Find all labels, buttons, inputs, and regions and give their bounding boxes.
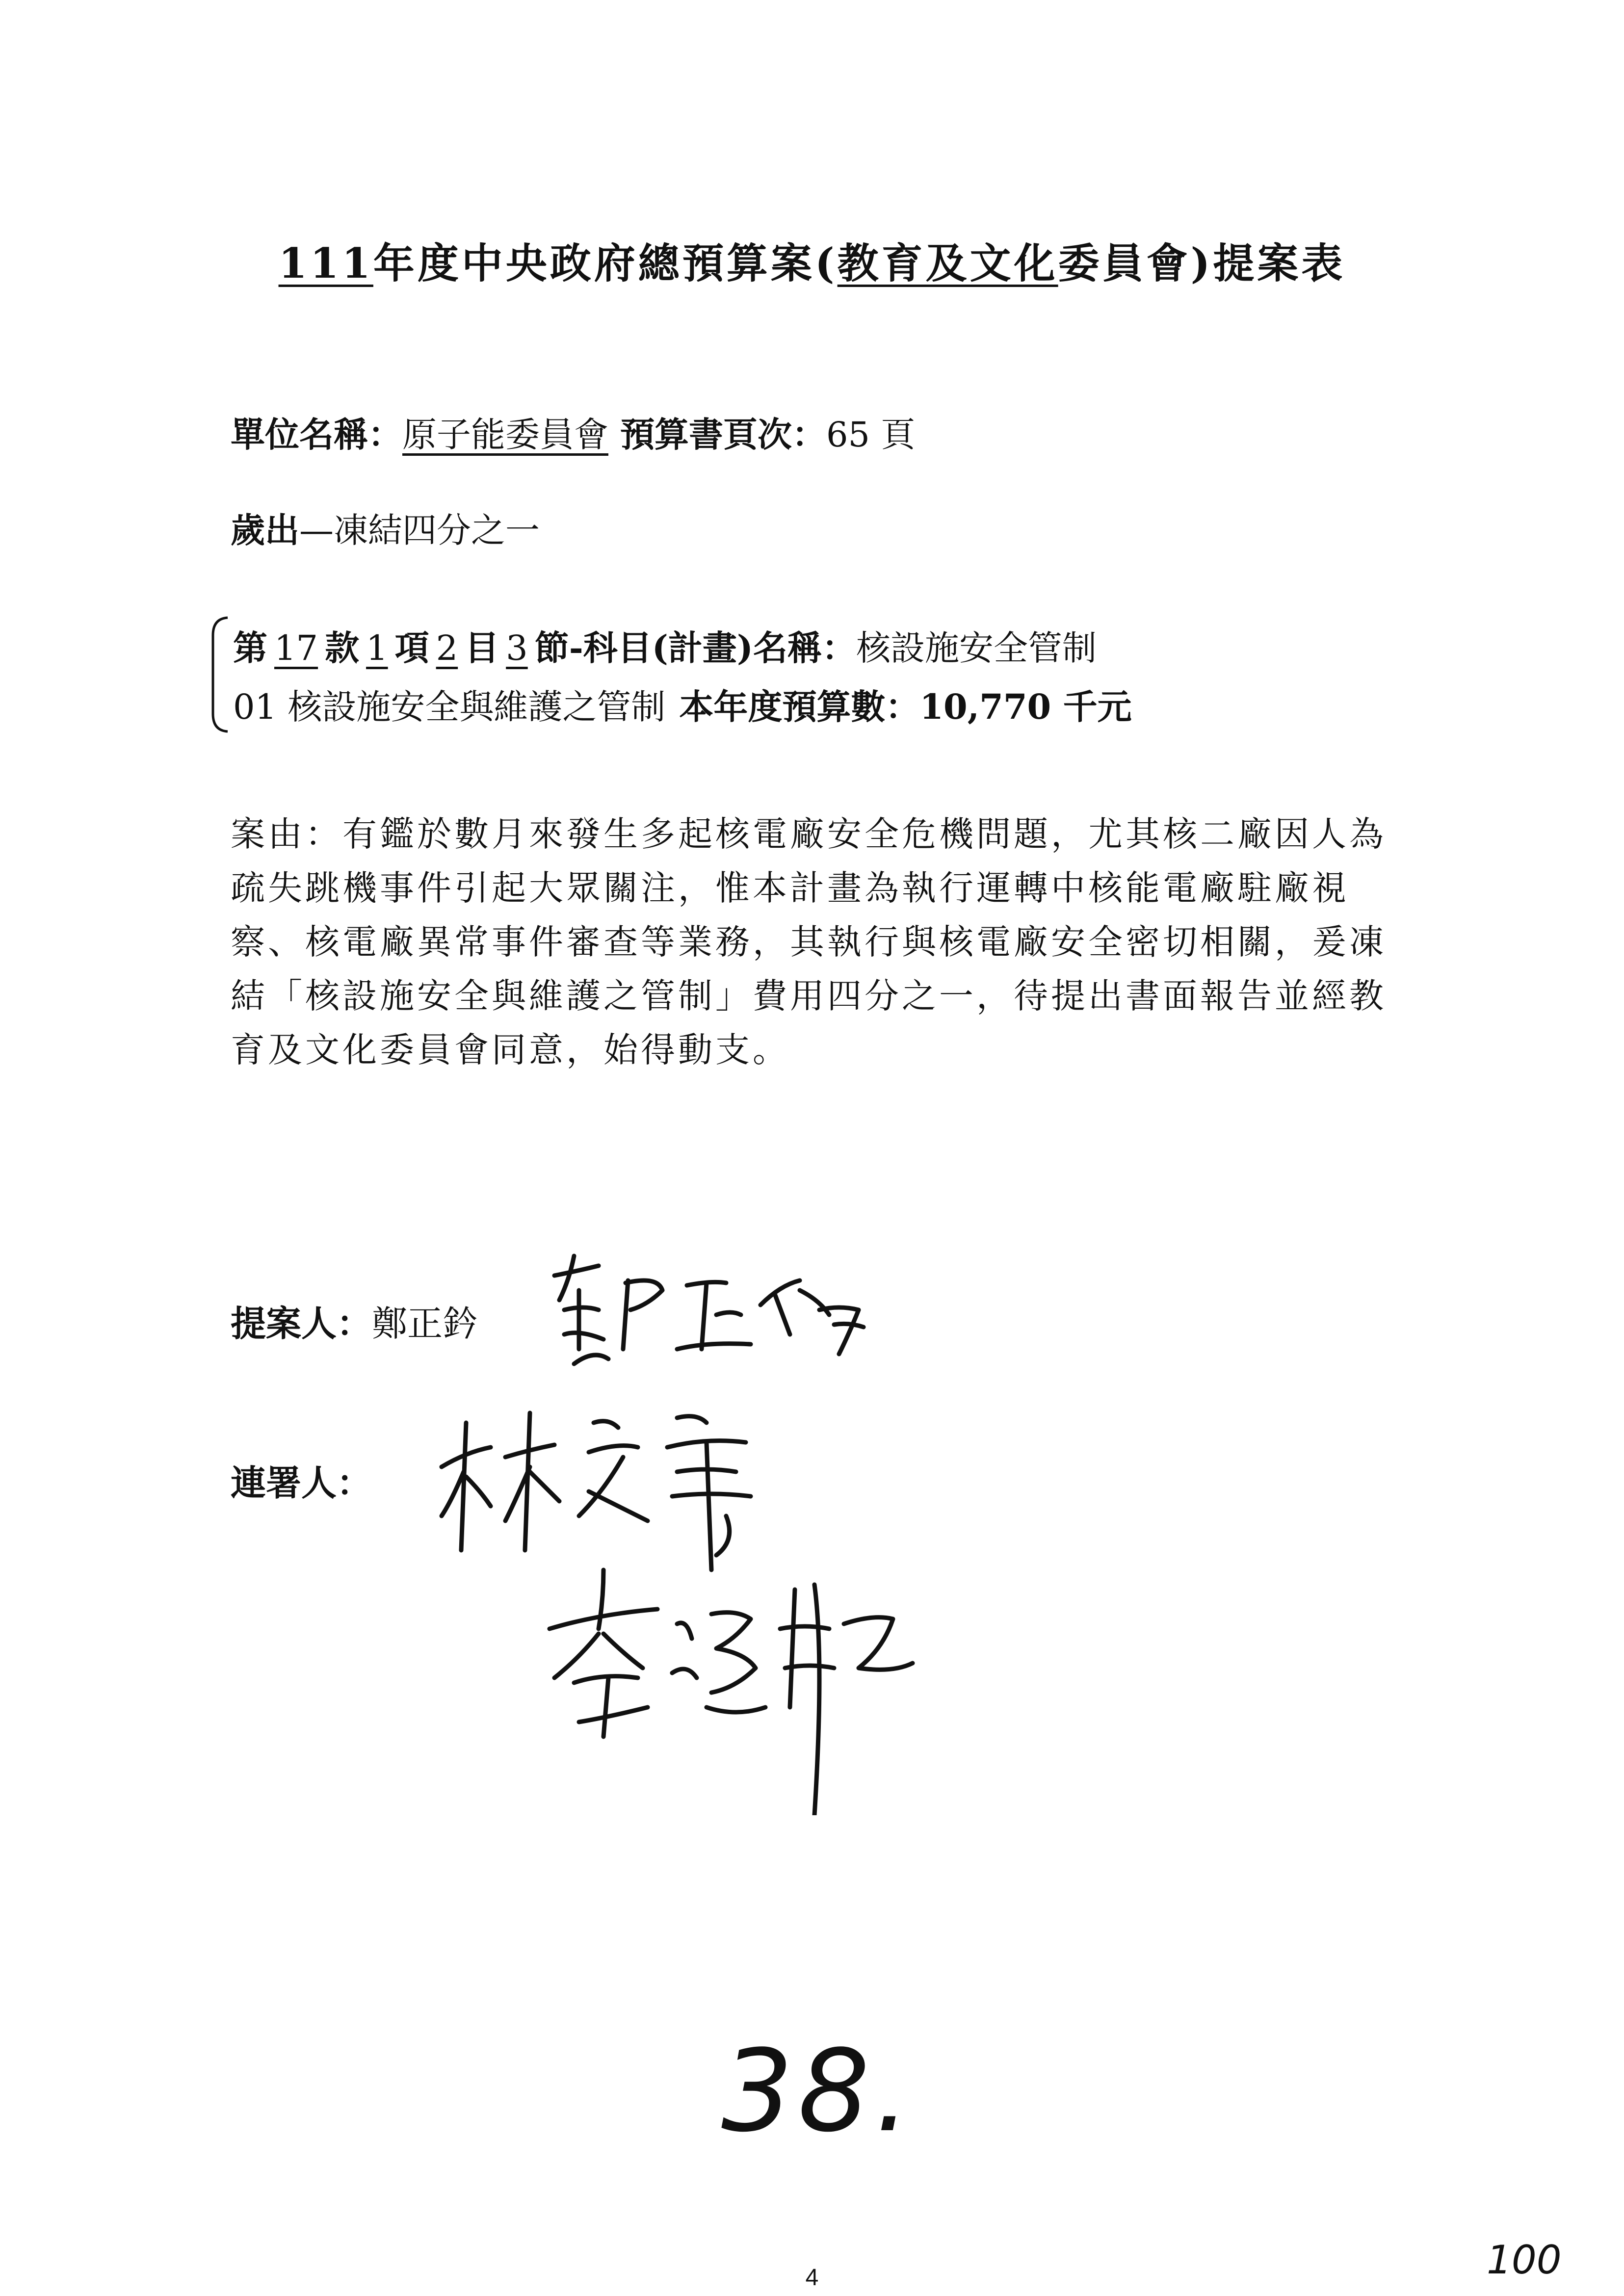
expenditure-line xyxy=(231,503,540,552)
page-number: 4 xyxy=(805,2265,819,2291)
cosigner-signature-2 xyxy=(540,1560,932,1815)
document-title xyxy=(0,231,1624,290)
handwritten-number: 38. xyxy=(721,2026,916,2157)
proposer-name: 鄭正鈐 xyxy=(372,1303,478,1344)
reason-line: 結「核設施安全與維護之管制」費用四分之一，待提出書面報告並經教 xyxy=(231,976,1387,1016)
reason-line: 疏失跳機事件引起大眾關注，惟本計畫為執行運轉中核能電廠駐廠視 xyxy=(231,868,1349,908)
reason-line: 育及文化委員會同意，始得動支。 xyxy=(231,1030,790,1070)
mu-unit: 目 xyxy=(465,627,499,668)
proposer-label: 提案人： xyxy=(231,1303,372,1344)
title-end: 委員會)提案表 xyxy=(1058,239,1346,287)
title-year: 111 xyxy=(278,239,373,287)
cosigners-label: 連署人： xyxy=(231,1462,372,1504)
unit-name: 原子能委員會 xyxy=(402,415,608,455)
jie-number: 3 xyxy=(506,628,528,668)
kuan-label: 第 xyxy=(233,627,267,668)
proposer-line xyxy=(231,1295,478,1346)
page-label: 預算書頁次： xyxy=(620,414,826,455)
expenditure-label: 歲出 xyxy=(231,510,299,550)
cosigners-line xyxy=(231,1455,372,1506)
xiang-number: 1 xyxy=(366,628,388,668)
mu-number: 2 xyxy=(436,628,458,668)
jie-unit: 節-科目(計畫)名稱： xyxy=(534,627,857,668)
expenditure-value: —凍結四分之一 xyxy=(299,510,540,550)
xiang-unit: 項 xyxy=(394,627,429,668)
title-mid: 年度中央政府總預算案( xyxy=(373,239,838,287)
item-line-1 xyxy=(233,621,1097,670)
budget-label: 本年度預算數： xyxy=(679,686,920,727)
unit-label: 單位名稱： xyxy=(231,414,402,455)
reason-line: 案由：有鑑於數月來發生多起核電廠安全危機問題，尤其核二廠因人為 xyxy=(231,814,1387,854)
corner-note: 100 xyxy=(1487,2237,1562,2283)
reason-line: 察、核電廠異常事件審查等業務，其執行與核電廠安全密切相關，爰凍 xyxy=(231,922,1387,962)
budget-value: 10,770 千元 xyxy=(919,686,1132,727)
item-line-2 xyxy=(233,679,1132,729)
reason-paragraph xyxy=(231,807,1418,1077)
kuan-number: 17 xyxy=(274,628,318,668)
kuan-unit: 款 xyxy=(325,627,360,668)
left-bracket xyxy=(210,616,230,733)
page-value: 65 頁 xyxy=(826,415,916,455)
unit-line xyxy=(231,407,915,457)
sub-program: 01 核設施安全與維護之管制 xyxy=(233,687,666,727)
proposer-signature xyxy=(545,1236,898,1383)
title-committee: 教育及文化 xyxy=(837,239,1058,287)
program-name: 核設施安全管制 xyxy=(856,628,1097,668)
